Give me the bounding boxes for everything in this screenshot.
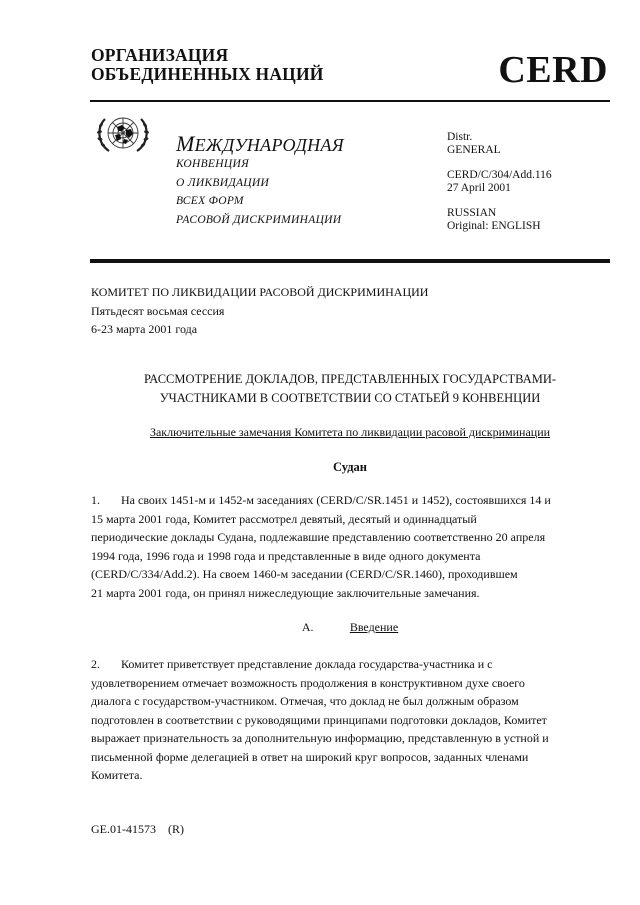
distribution-label: Distr. xyxy=(447,131,473,143)
paragraph-text: На своих 1451-м и 1452-м заседаниях (CERD/C/SR.1451 и 1452), состоявшихся 14 и xyxy=(121,493,551,507)
header-rule-bottom xyxy=(90,259,610,263)
paragraph-2-line-3: диалога с государством-участником. Отмечая, что доклад не был должным образом xyxy=(91,694,519,708)
paragraph-1-line-6: 21 марта 2001 года, он принял нижеследующие заключительные замечания. xyxy=(91,585,480,600)
paragraph-2-line-7: Комитета. xyxy=(91,768,143,782)
convention-line-2: КОНВЕНЦИЯ xyxy=(176,158,249,170)
subtitle-text: Заключительные замечания Комитета по ликвидации расовой дискриминации xyxy=(149,425,551,439)
document-title xyxy=(90,370,610,408)
paragraph-2-line-6: письменной форме делегацией в ответ на широкий круг вопросов, заданных членами xyxy=(91,749,529,764)
paragraph-1 xyxy=(91,491,613,602)
un-emblem-icon xyxy=(95,111,151,157)
document-symbol: CERD/C/304/Add.116 xyxy=(447,169,552,181)
paragraph-1-line-2: 15 марта 2001 года, Комитет рассмотрел девятый, десятый и одиннадцатый xyxy=(91,511,477,526)
country-heading: Судан xyxy=(333,460,367,474)
paragraph-1-line-4: 1994 года, 1996 года и 1998 года и представленные в виде одного документа xyxy=(91,548,481,563)
document-language: RUSSIAN xyxy=(447,207,497,219)
paragraph-2-line-5: выражает признательность за дополнительную информацию, представленную в устной и xyxy=(91,731,549,745)
section-name: Введение xyxy=(349,620,399,634)
convention-line-1-rest: ЕЖДУНАРОДНАЯ xyxy=(194,135,344,155)
paragraph-text: Комитет приветствует представление доклада государства-участника и с xyxy=(121,657,493,671)
original-language: Original: ENGLISH xyxy=(447,219,541,232)
paragraph-2-line-2: удовлетворением отмечает возможность продолжения в конструктивном духе своего xyxy=(91,675,525,690)
document-date: 27 April 2001 xyxy=(447,181,511,194)
title-line-2: УЧАСТНИКАМИ В СООТВЕТСТВИИ СО СТАТЬЕЙ 9 КОНВЕНЦИИ xyxy=(159,391,541,405)
organization-name xyxy=(91,46,324,84)
paragraph-2-number: 2. xyxy=(91,657,100,671)
section-heading xyxy=(90,620,610,635)
document-symbol-large: CERD xyxy=(498,49,608,91)
session-dates: 6-23 марта 2001 года xyxy=(91,322,198,336)
document-footer xyxy=(91,822,184,837)
section-letter: A. xyxy=(301,620,314,634)
convention-initial: М xyxy=(176,131,195,156)
paragraph-1-line-1 xyxy=(91,491,613,510)
distribution-value: GENERAL xyxy=(447,143,501,156)
session-name: Пятьдесят восьмая сессия xyxy=(91,303,225,318)
paragraph-2-line-1 xyxy=(91,655,613,674)
org-line-1: ОРГАНИЗАЦИЯ xyxy=(91,45,229,65)
committee-info xyxy=(91,283,428,339)
committee-name: КОМИТЕТ ПО ЛИКВИДАЦИИ РАСОВОЙ ДИСКРИМИНАЦИИ xyxy=(91,285,429,299)
footer-language-code: (R) xyxy=(168,822,184,836)
convention-line-4: ВСЕХ ФОРМ xyxy=(176,195,244,207)
title-line-1: РАССМОТРЕНИЕ ДОКЛАДОВ, ПРЕДСТАВЛЕННЫХ ГОСУДАРСТВАМИ- xyxy=(143,372,557,386)
paragraph-1-line-5: (CERD/C/334/Add.2). На своем 1460-м заседании (CERD/C/SR.1460), проходившем xyxy=(91,567,518,581)
document-subtitle xyxy=(90,425,610,440)
header-rule-top xyxy=(90,100,610,102)
convention-line-5: РАСОВОЙ ДИСКРИМИНАЦИИ xyxy=(176,213,342,226)
job-number: GE.01-41573 xyxy=(91,822,156,836)
convention-title xyxy=(176,131,344,229)
document-metadata xyxy=(447,131,552,232)
convention-line-3: О ЛИКВИДАЦИИ xyxy=(176,176,270,189)
paragraph-2 xyxy=(91,655,613,785)
paragraph-1-line-3: периодические доклады Судана, подлежавшие представлению соответственно 20 апреля xyxy=(91,530,546,544)
org-line-2: ОБЪЕДИНЕННЫХ НАЦИЙ xyxy=(91,64,324,84)
paragraph-1-number: 1. xyxy=(91,493,100,507)
convention-line-1 xyxy=(176,131,344,156)
paragraph-2-line-4: подготовлен в соответствии с руководящими принципами подготовки докладов, Комитет xyxy=(91,712,547,727)
